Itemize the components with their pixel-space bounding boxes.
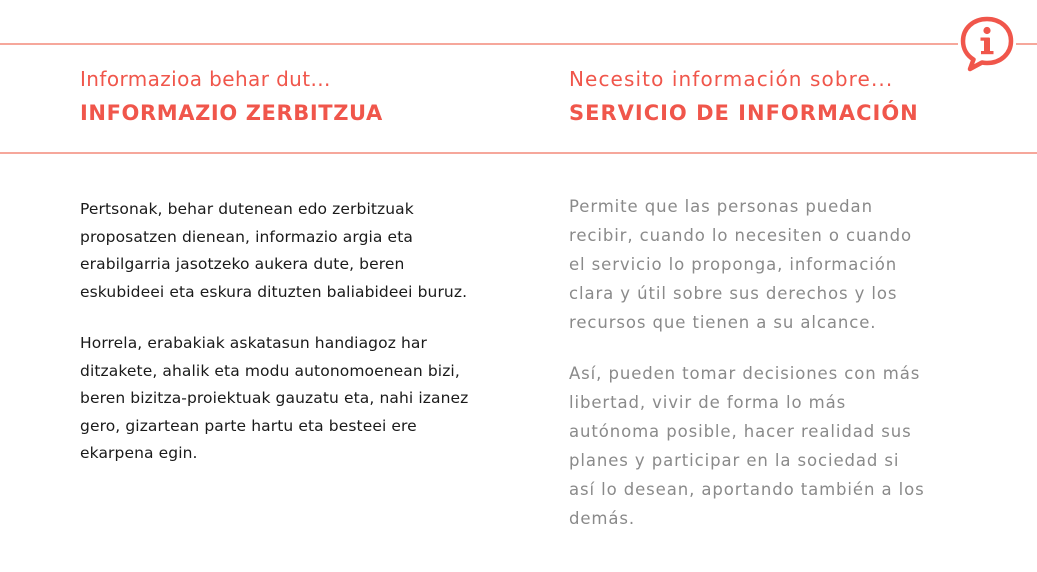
spanish-paragraph-1: Permite que las personas puedan recibir, cuando lo necesiten o cuando el servicio lo proponga, información clara y útil sobre sus derechos y los recursos que tienen a su alcance.	[569, 197, 913, 332]
basque-paragraph-1: Pertsonak, behar dutenean edo zerbitzuak proposatzen dienean, informazio argia eta erabilgarria jasotzeko aukera dute, beren eskubideei eta eskura dituzten baliabideei buruz.	[80, 200, 468, 301]
spanish-subtitle: Necesito información sobre...	[569, 67, 894, 91]
header-divider	[0, 152, 1037, 154]
basque-title: INFORMAZIO ZERBITZUA	[80, 101, 383, 125]
basque-paragraph-2: Horrela, erabakiak askatasun handiagoz har ditzakete, ahalik eta modu autonomoenean bizi, beren bizitza-proiektuak gauzatu eta, nahi izanez gero, gizartean parte hartu eta besteei ere ekarpena egin.	[80, 334, 469, 462]
top-divider	[0, 43, 958, 45]
info-speech-bubble-icon	[956, 13, 1018, 75]
spanish-paragraph-2: Así, pueden tomar decisiones con más libertad, vivir de forma lo más autónoma posible, hacer realidad sus planes y participar en la sociedad si así lo desean, aportando también a los demás.	[569, 364, 925, 528]
top-divider-tail	[1016, 43, 1037, 45]
spanish-title: SERVICIO DE INFORMACIÓN	[569, 101, 919, 125]
basque-subtitle: Informazioa behar dut...	[80, 67, 331, 91]
basque-body	[80, 196, 480, 492]
spanish-body	[569, 192, 929, 555]
